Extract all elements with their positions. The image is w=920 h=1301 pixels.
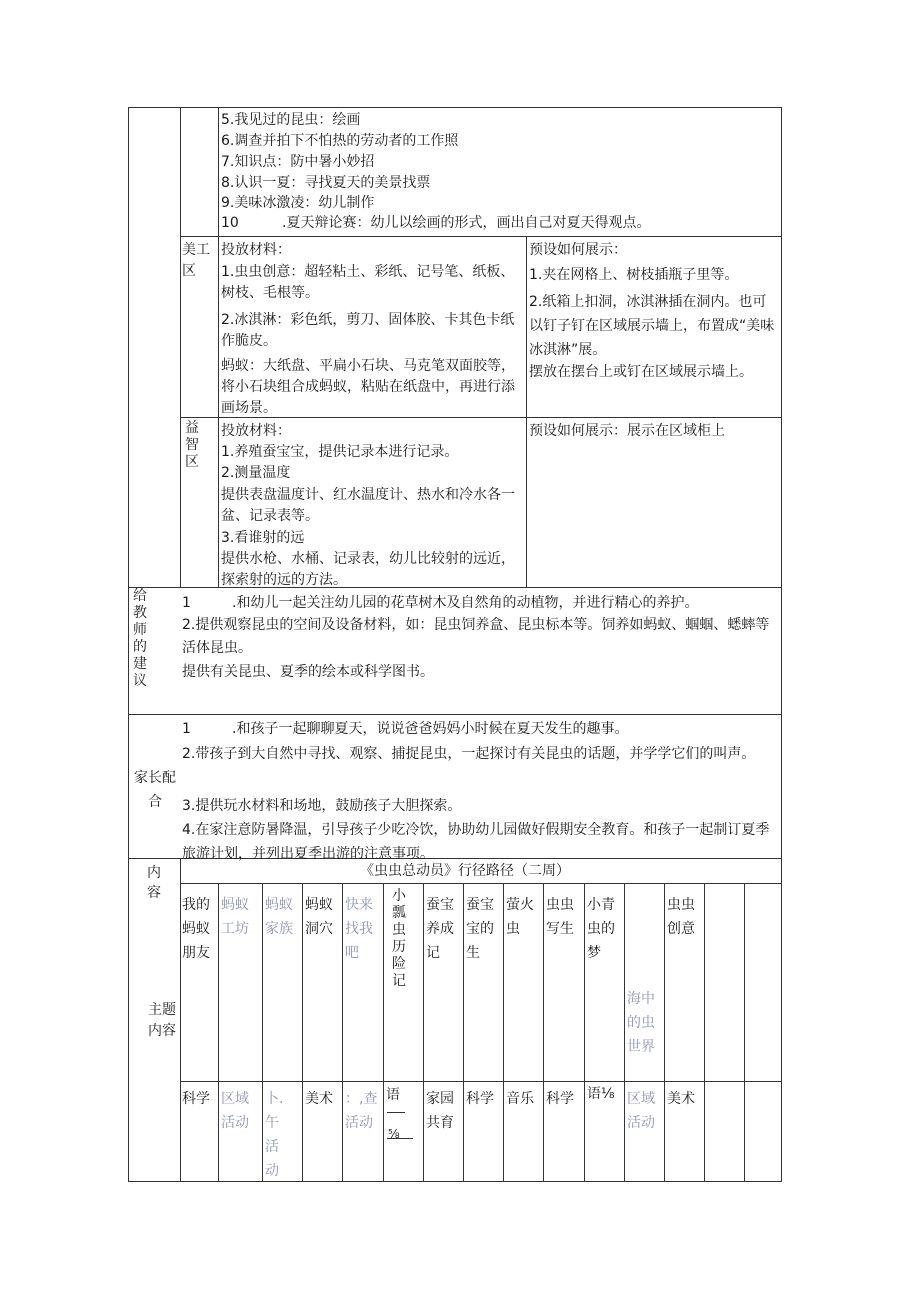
topic-cell: 我的蚂蚁朋友	[182, 897, 210, 961]
subject-cell: 美术	[667, 1091, 695, 1107]
subject-cell: 科学	[546, 1091, 574, 1107]
topic-cell: 蚂蚁洞穴	[305, 897, 333, 937]
col-rule	[744, 883, 745, 1182]
rule-left	[128, 107, 129, 1182]
activity-line: 8.认识一夏：寻找夏天的美景找票	[221, 175, 431, 191]
subject-extra: ⅝	[388, 1127, 400, 1141]
subject-cell: 区域活动	[221, 1091, 249, 1131]
yizhi-label: 益智区	[185, 420, 199, 470]
col-rule	[624, 883, 625, 1182]
teacher-line-1: .和幼儿一起关注幼儿园的花草树木及自然角的动植物，并进行精心的养护。	[232, 595, 699, 611]
col-rule	[503, 883, 504, 1182]
subject-cell: 卜.午活动	[265, 1091, 284, 1179]
rule-area-content-left	[218, 107, 219, 588]
col-rule	[218, 883, 219, 1182]
topic-cell: 蚕宝宝的生	[466, 897, 494, 961]
activity-line: 9.美味冰激凌：幼儿制作	[221, 195, 375, 211]
rule-display-left	[526, 236, 527, 588]
col-rule	[543, 883, 544, 1182]
teacher-num: 1	[182, 595, 191, 611]
topic-cell: 快来找我吧	[345, 897, 373, 961]
teacher-line-2: 2.提供观察昆虫的空间及设备材料，如：昆虫饲养盒、昆虫标本等。饲养如蚂蚁、蝈蝈、蟋蟀等活体昆虫。	[182, 617, 770, 656]
yizhi-material-1: 1.养殖蚕宝宝，提供记录本进行记录。	[221, 444, 459, 460]
theme-section-label-1: 内	[147, 865, 161, 881]
col-rule	[664, 883, 665, 1182]
topic-cell: 蚂蚁工坊	[221, 897, 249, 937]
subject-cell: 美术	[305, 1091, 333, 1107]
rule-route-bottom	[180, 883, 782, 884]
activity-line: .夏天辩论赛：幼儿以绘画的形式，画出自己对夏天得观点。	[282, 215, 651, 231]
route-title: 《虫虫总动员》行径路径（二周）	[360, 863, 570, 879]
subject-cell: 科学	[182, 1091, 210, 1107]
subject-cell: 科学	[466, 1091, 494, 1107]
rule-right	[781, 107, 782, 1182]
col-rule	[704, 883, 705, 1182]
meigong-label: 美工区	[182, 242, 210, 279]
yizhi-material-4: 3.看谁射的远	[221, 530, 305, 546]
subject-cell: 家园共育	[426, 1091, 454, 1131]
topic-cell: 海中的虫世界	[627, 991, 655, 1055]
parents-label: 家长配合	[134, 770, 176, 810]
meigong-display-2: 2.纸箱上扣洞，冰淇淋插在洞内。也可以钉子钉在区域展示墙上，布置成“美味冰淇淋”展。	[529, 294, 775, 358]
topic-cell: 虫虫写生	[546, 897, 574, 937]
topic-cell: 小青虫的梦	[587, 897, 615, 961]
teacher-line-3: 提供有关昆虫、夏季的绘本或科学图书。	[182, 664, 434, 680]
yizhi-materials-title: 投放材料：	[221, 423, 291, 439]
meigong-display-3: 摆放在摆台上或钉在区域展示墙上。	[529, 364, 753, 380]
topic-cell: 萤火虫	[506, 897, 534, 937]
col-rule	[342, 883, 343, 1182]
activity-num: 10	[221, 215, 239, 231]
parents-num: 1	[182, 721, 191, 737]
parents-line-1: .和孩子一起聊聊夏天，说说爸爸妈妈小时候在夏天发生的趣事。	[232, 721, 629, 737]
rule-area-label-left	[180, 107, 181, 588]
theme-section-label-2: 容	[147, 885, 161, 901]
activity-line: 7.知识点：防中暑小妙招	[221, 154, 375, 170]
parents-line-3: 3.提供玩水材料和场地，鼓励孩子大胆探索。	[182, 798, 462, 814]
activity-line: 6.调查并拍下不怕热的劳动者的工作照	[221, 133, 459, 149]
subject-cell: 语⅛	[587, 1086, 615, 1102]
col-rule	[262, 883, 263, 1182]
theme-left-label: 主题内容	[148, 1002, 176, 1039]
meigong-materials-title: 投放材料：	[221, 242, 291, 258]
topic-cell: 蚕宝养成记	[426, 897, 454, 961]
rule-meigong-top	[180, 236, 782, 237]
parents-line-4: 4.在家注意防暑降温，引导孩子少吃冷饮，协助幼儿园做好假期安全教育。和孩子一起制订夏季旅游计划，并列出夏季出游的注意事项。	[182, 822, 770, 862]
subject-mark-line	[387, 1112, 405, 1113]
rule-parents-top	[128, 714, 782, 715]
meigong-display-1: 1.夹在网格上、树枝插瓶子里等。	[529, 267, 739, 283]
meigong-material-1: 1.虫虫创意：超轻粘土、彩纸、记号笔、纸板、树枝、毛根等。	[221, 264, 515, 301]
topic-cell: 虫虫创意	[667, 897, 695, 937]
rule-bottom	[128, 1181, 782, 1182]
yizhi-material-3: 提供表盘温度计、红水温度计、热水和冷水各一盆、记录表等。	[221, 487, 515, 524]
yizhi-material-2: 2.测量温度	[221, 465, 291, 481]
col-rule	[423, 883, 424, 1182]
meigong-material-3: 蚂蚁：大纸盘、平扁小石块、马克笔双面胶等，将小石块组合成蚂蚁，粘贴在纸盘中，再进行添画场景。	[221, 358, 515, 416]
yizhi-display: 预设如何展示：展示在区域柜上	[529, 423, 725, 439]
activity-line: 5.我见过的昆虫：绘画	[221, 112, 361, 128]
subject-cell: 音乐	[506, 1091, 534, 1107]
yizhi-material-5: 提供水枪、水桶、记录表，幼儿比较射的远近，探索射的远的方法。	[221, 551, 515, 588]
rule-topics-bottom	[180, 1081, 782, 1082]
col-rule	[463, 883, 464, 1182]
meigong-material-2: 2.冰淇淋：彩色纸，剪刀、固体胶、卡其色卡纸作脆皮。	[221, 312, 515, 349]
col-rule	[302, 883, 303, 1182]
subject-cell: 语	[386, 1087, 400, 1103]
subject-cell: 区域活动	[627, 1091, 655, 1131]
subject-cell: ：,查活动	[345, 1091, 378, 1131]
meigong-display-title: 预设如何展示：	[529, 242, 627, 258]
teacher-label: 给教师的建议	[133, 588, 147, 689]
col-rule	[584, 883, 585, 1182]
rule-top	[128, 107, 782, 108]
rule-theme-label	[180, 858, 181, 1182]
topic-cell: 蚂蚁家族	[265, 897, 293, 937]
topic-cell: 小瓢虫历险记	[392, 888, 406, 989]
col-rule	[383, 883, 384, 1182]
parents-line-2: 2.带孩子到大自然中寻找、观察、捕捉昆虫，一起探讨有关昆虫的话题，并学学它们的叫声。	[182, 746, 756, 762]
